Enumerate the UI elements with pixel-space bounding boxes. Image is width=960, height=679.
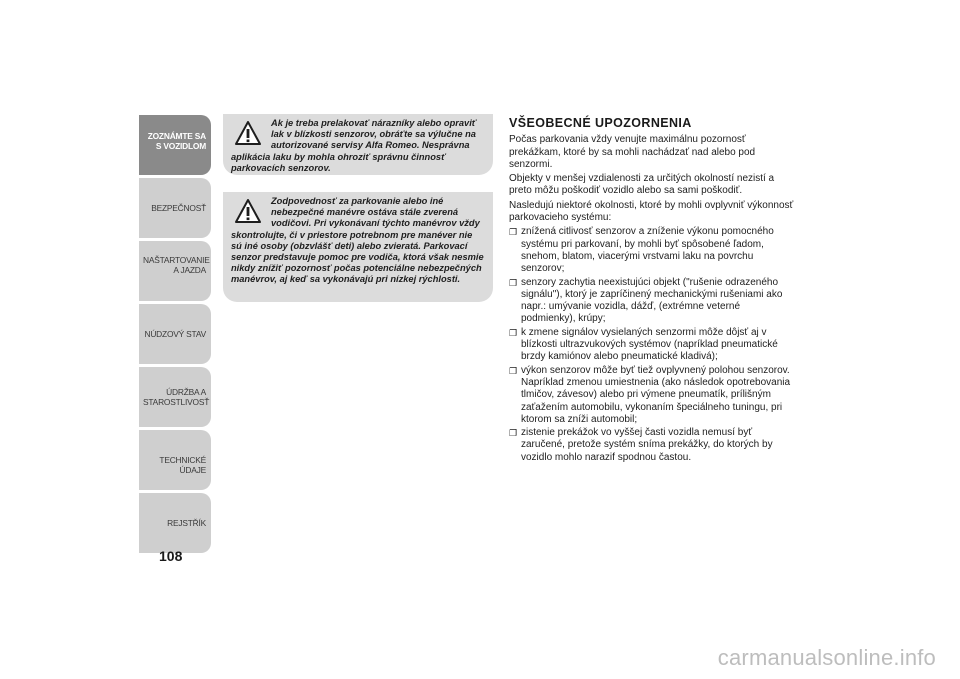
paragraph: Počas parkovania vždy venujte maximálnu pozornosť prekážkam, ktoré by sa mohli nachádzať nad alebo pod senzormi.	[509, 134, 756, 170]
tab-zoznamte-sa-s-vozidlom[interactable]	[139, 115, 211, 175]
list-item-text: zistenie prekážok vo vyššej časti vozidla nemusí byť zaručené, pretože systém sníma prekážky, do ktorých by vozidlo mohlo narazif spodnou častou.	[521, 427, 773, 463]
checkbox-bullet-icon: ❐	[509, 327, 518, 338]
list-item-text: výkon senzorov môže byť tiež ovplyvnený polohou senzorov. Napríklad zmenou umiestnenia (ako následok opotrebovania tlmičov, závesov) alebo pri výmene pneumatík, prílišným zaťažením automobilu, vykonaním špeciálneho tuningu, pri ktorom sa zníži automobil;	[521, 364, 791, 425]
tab-label: NAŠTARTOVANIE A JAZDA	[143, 255, 210, 275]
tab-rejstrik[interactable]	[139, 493, 211, 553]
warning-text: Zodpovednosť za parkovanie alebo iné nebezpečné manévre ostáva stále zverená vodičovi. Pri vykonávaní týchto manévrov vždy skontrolujte, či v priestore potrebnom pre manéver nie sú iné osoby (obzvlášť deti) alebo zvieratá. Parkovací senzor predstavuje pomoc pre vodiča, ktorá však nesmie nikdy znížiť pozornosť počas potenciálne nebezpečných manévrov, aj keď sa vykonávajú pri nízkej rýchlosti.	[231, 196, 484, 285]
warning-text: Ak je treba prelakovať nárazníky alebo opraviť lak v blízkosti senzorov, obráťte sa výlučne na autorizované servisy Alfa Romeo. Nesprávna aplikácia laku by mohla ohroziť správnu činnosť parkovacích senzorov.	[231, 118, 477, 173]
tab-label: BEZPEČNOSŤ	[151, 203, 206, 213]
checkbox-bullet-icon: ❐	[509, 227, 518, 238]
page-number: 108	[159, 548, 183, 564]
list-item-text: k zmene signálov vysielaných senzormi môže dôjsť aj v blízkosti ultrazvukových systémov (napríklad pneumatické brzdy kamiónov alebo pneumatické kladivá);	[521, 326, 778, 363]
list-item	[509, 327, 794, 364]
watermark: carmanualsonline.info	[717, 645, 936, 670]
checkbox-bullet-icon: ❐	[509, 365, 518, 376]
tab-nastartovanie-a-jazda[interactable]	[139, 241, 211, 301]
bullet-list	[509, 226, 794, 464]
tab-bezpecnost[interactable]	[139, 178, 211, 238]
list-item	[509, 226, 794, 275]
list-item	[509, 277, 794, 326]
section-heading: VŠEOBECNÉ UPOZORNENIA	[509, 116, 692, 130]
list-item	[509, 365, 794, 426]
tab-label: TECHNICKÉ ÚDAJE	[159, 455, 206, 475]
tab-label: NÚDZOVÝ STAV	[144, 329, 206, 339]
general-warnings-section	[509, 117, 794, 465]
checkbox-bullet-icon: ❐	[509, 277, 518, 288]
list-item	[509, 427, 794, 464]
list-item-text: znížená citlivosť senzorov a zníženie výkonu pomocného systému pri parkovaní, by mohli byť spôsobené ľadom, snehom, blatom, viacerými vrstvami laku na povrchu senzorov;	[521, 226, 774, 275]
tab-label: ÚDRŽBA A STAROSTLIVOSŤ	[143, 387, 210, 407]
tab-technicke-udaje[interactable]	[139, 430, 211, 490]
warning-triangle-icon	[235, 120, 261, 146]
tab-udrzba-a-starostlivost[interactable]	[139, 367, 211, 427]
tab-label: ZOZNÁMTE SA S VOZIDLOM	[147, 131, 206, 151]
section-tabs	[139, 115, 211, 556]
tab-nudzovy-stav[interactable]	[139, 304, 211, 364]
paragraph: Objekty v menšej vzdialenosti za určitých okolností nezistí a preto môžu poškodiť vozidlo alebo sa sami poškodiť.	[509, 173, 775, 197]
tab-label: REJSTŘÍK	[167, 518, 206, 528]
warning-box	[223, 192, 493, 302]
list-item-text: senzory zachytia neexistujúci objekt ("rušenie odrazeného signálu"), ktorý je zapríčinený mechanickými rušeniami ako napr.: umývanie vozidla, dážď, (extrémne veterné podmienky), krúpy;	[521, 276, 783, 325]
checkbox-bullet-icon: ❐	[509, 428, 518, 439]
warning-box	[223, 114, 493, 175]
paragraph: Nasledujú niektoré okolnosti, ktoré by mohli ovplyvniť výkonnosť parkovacieho systému:	[509, 199, 794, 224]
warning-triangle-icon	[235, 198, 261, 224]
